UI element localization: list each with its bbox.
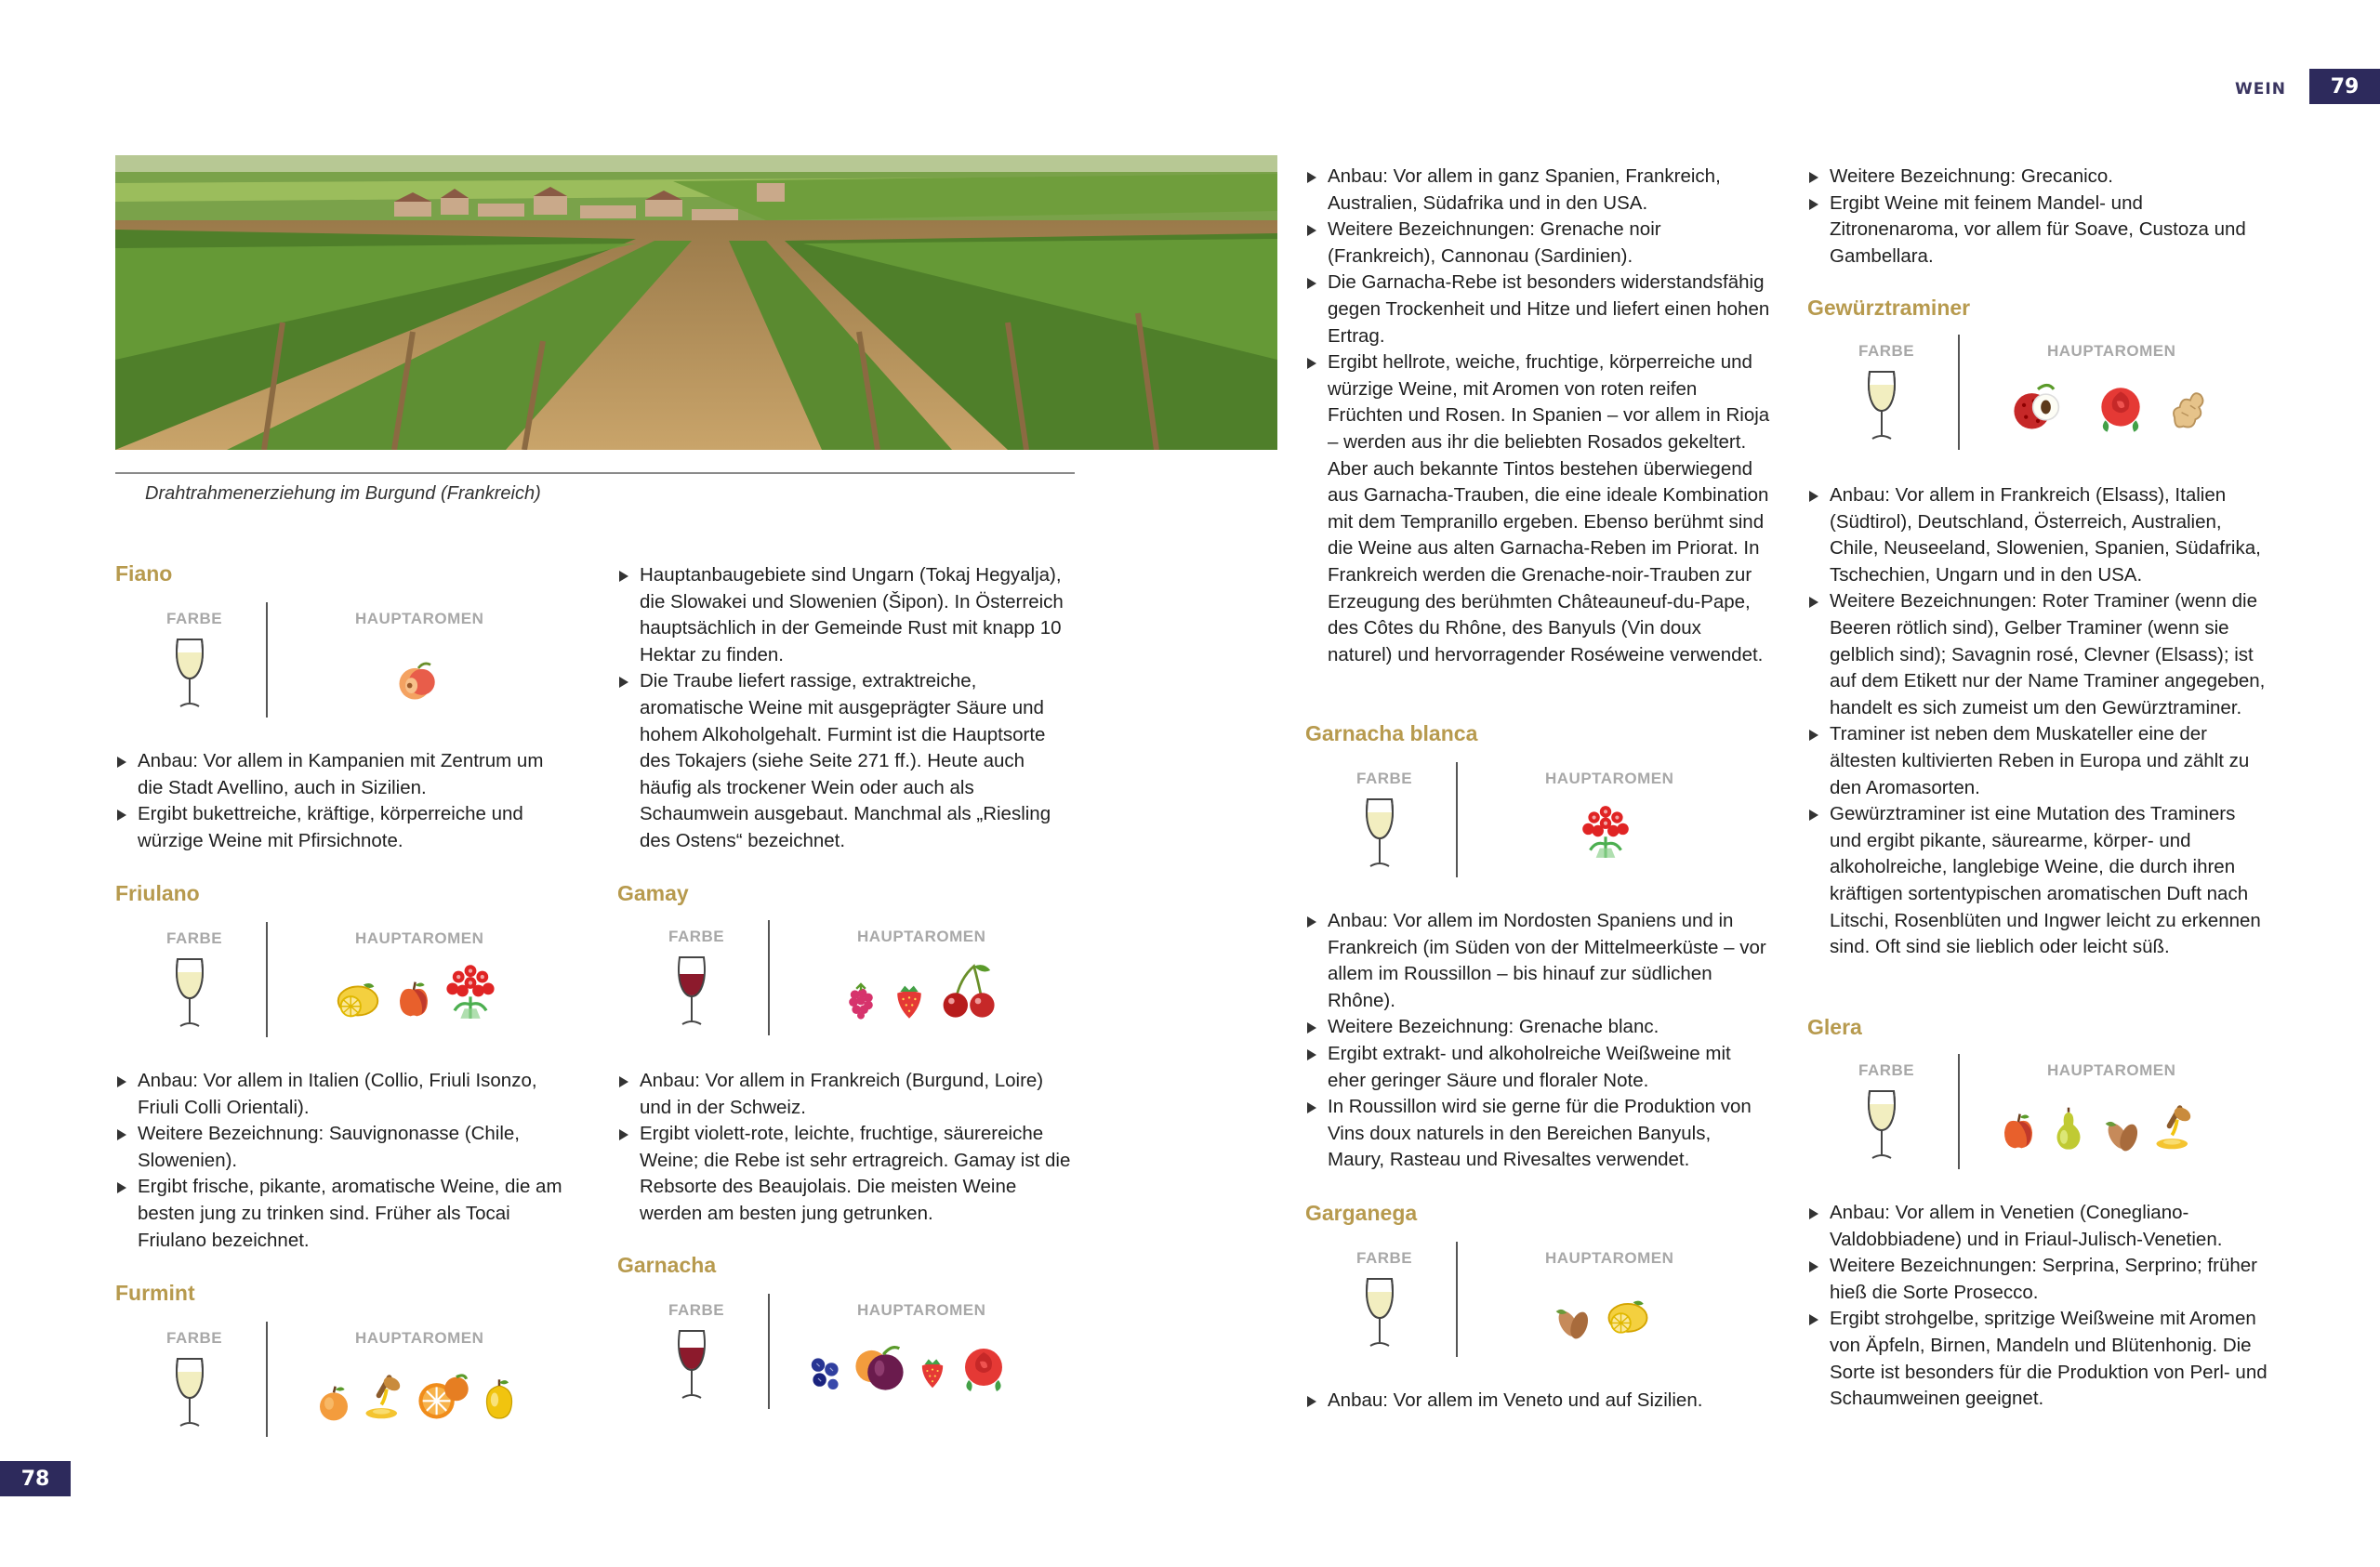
farbe-label: FARBE (166, 929, 223, 947)
bullet: Die Garnacha-Rebe ist besonders widerstandsfähig gegen Trockenheit und Hitze und liefert einen hohen Ertrag. (1305, 270, 1770, 349)
lemon-icon (331, 972, 385, 1026)
rose-icon (956, 1340, 1012, 1398)
aroma-box-garganega (1305, 1242, 1752, 1359)
aroma-box-garnacha-blanca (1305, 762, 1752, 879)
aroma-box-furmint (115, 1322, 562, 1439)
bullet: Anbau: Vor allem in Italien (Collio, Friuli Isonzo, Friuli Colli Orientali). (115, 1068, 571, 1121)
bullets-glera (1807, 1200, 2272, 1413)
hauptaromen-label: HAUPTAROMEN (1545, 770, 1674, 787)
grape-title-garganega: Garganega (1305, 1201, 1418, 1225)
bullets-fiano (115, 748, 571, 854)
white-wine-glass-icon (171, 636, 208, 710)
cherry-icon (937, 959, 998, 1022)
hauptaromen-label: HAUPTAROMEN (355, 1329, 484, 1347)
farbe-label: FARBE (1356, 1249, 1413, 1267)
bullet: Ergibt hellrote, weiche, fruchtige, körperreiche und würzige Weine, mit Aromen von roten reifen Früchten und Rosen. In Spanien – vor allem in Rioja – werden aus ihr die beliebten Rosados gekeltert. Aber auch bekannte Tintos bestehen überwiegend aus Garnacha-Trauben, die eine ideale Kombination mit dem Tempranillo ergeben. Ebenso berühmt sind die Weine aus alten Garnacha-Reben im Priorat. In Frankreich werden die Grenache-noir-Trauben zur Erzeugung des berühmten Châteauneuf-du-Pape, des Côtes du Rhône, des Banyuls (Vin doux naturel) und hervorragender Roséweine verwendet. (1305, 349, 1770, 668)
apricot-icon (311, 1377, 357, 1429)
grape-title-furmint: Furmint (115, 1281, 195, 1305)
almond-icon (2097, 1110, 2148, 1156)
honey-icon (2149, 1095, 2202, 1158)
separator (768, 1294, 770, 1409)
bullet: Weitere Bezeichnung: Sauvignonasse (Chile, Slowenien). (115, 1121, 571, 1174)
white-wine-glass-icon (1361, 796, 1398, 870)
bullet: Anbau: Vor allem im Nordosten Spaniens und in Frankreich (im Süden von der Mittelmeerküste – vor allem im Roussillon – bis hinauf zur südlichen Rhône). (1305, 908, 1770, 1014)
page-number-right: 79 (2309, 69, 2380, 104)
hauptaromen-label: HAUPTAROMEN (355, 929, 484, 947)
bullet: Ergibt Weine mit feinem Mandel- und Zitronenaroma, vor allem für Soave, Custoza und Gambellara. (1807, 191, 2272, 270)
apple-icon (1995, 1104, 2042, 1158)
aroma-box-garnacha (617, 1294, 1064, 1411)
honey-icon (359, 1363, 411, 1429)
quince-icon (476, 1370, 522, 1429)
bullets-gewurztraminer (1807, 482, 2272, 961)
farbe-label: FARBE (668, 1301, 725, 1319)
bullet: Weitere Bezeichnung: Grenache blanc. (1305, 1014, 1770, 1041)
orange-icon (413, 1366, 472, 1428)
separator (1456, 762, 1458, 877)
separator (266, 602, 268, 718)
bullets-friulano (115, 1068, 571, 1254)
lemon-icon (1599, 1290, 1657, 1342)
apple-icon (390, 972, 437, 1026)
bullet: Ergibt extrakt- und alkoholreiche Weißweine mit eher geringer Säure und floraler Note. (1305, 1041, 1770, 1094)
hauptaromen-label: HAUPTAROMEN (2047, 1061, 2176, 1079)
white-wine-glass-icon (1863, 1087, 1900, 1162)
grape-title-glera: Glera (1807, 1015, 1862, 1039)
grape-title-gewurztraminer: Gewürztraminer (1807, 296, 1971, 320)
bullet: Hauptanbaugebiete sind Ungarn (Tokaj Hegyalja), die Slowakei und Slowenien (Šipon). In Österreich hauptsächlich in der Gemeinde Rust mit knapp 10 Hektar zu finden. (617, 562, 1073, 668)
plum-icon (850, 1337, 909, 1396)
bullet: Weitere Bezeichnungen: Grenache noir (Frankreich), Cannonau (Sardinien). (1305, 217, 1770, 270)
aroma-box-glera (1807, 1054, 2254, 1171)
bullet: Anbau: Vor allem im Veneto und auf Sizilien. (1305, 1388, 1770, 1415)
bullets-garganega-part2 (1807, 164, 2272, 270)
bullet: Anbau: Vor allem in Kampanien mit Zentrum um die Stadt Avellino, auch in Sizilien. (115, 748, 571, 801)
farbe-label: FARBE (166, 1329, 223, 1347)
hauptaromen-label: HAUPTAROMEN (857, 1301, 986, 1319)
aroma-box-gamay (617, 920, 1064, 1037)
bullet: Weitere Bezeichnungen: Serprina, Serprino; früher hieß die Sorte Prosecco. (1807, 1253, 2272, 1306)
bullet: Anbau: Vor allem in Venetien (Conegliano-Valdobbiadene) und in Friaul-Julisch-Venetien. (1807, 1200, 2272, 1253)
bullet: Ergibt frische, pikante, aromatische Weine, die am besten jung zu trinken sind. Früher als Tocai Friulano bezeichnet. (115, 1174, 571, 1254)
photo-caption: Drahtrahmenerziehung im Burgund (Frankreich) (145, 483, 541, 504)
page-number-left: 78 (0, 1461, 71, 1496)
bullet: Traminer ist neben dem Muskateller eine der ältesten kultivierten Reben in Europa und zählt zu den Aromasorten. (1807, 721, 2272, 801)
caption-rule (115, 472, 1075, 474)
white-wine-glass-icon (1863, 368, 1900, 442)
bullet: Anbau: Vor allem in ganz Spanien, Frankreich, Australien, Südafrika und in den USA. (1305, 164, 1770, 217)
bullet: Weitere Bezeichnungen: Roter Traminer (wenn die Beeren rötlich sind), Gelber Traminer (wenn sie gelblich sind); Savagnin rosé, Clevner (Elsass); ist auf dem Etikett nur der Name Traminer angegeben, handelt es sich zumeist um den Gewürztraminer. (1807, 588, 2272, 721)
pear-icon (2045, 1100, 2092, 1158)
bullet: Ergibt bukettreiche, kräftige, körperreiche und würzige Weine mit Pfirsichnote. (115, 801, 571, 854)
bullets-furmint (617, 562, 1073, 855)
separator (266, 1322, 268, 1437)
grape-title-gamay: Gamay (617, 881, 689, 905)
farbe-label: FARBE (166, 610, 223, 627)
hauptaromen-label: HAUPTAROMEN (355, 610, 484, 627)
farbe-label: FARBE (1356, 770, 1413, 787)
bullet: Die Traube liefert rassige, extraktreiche, aromatische Weine mit ausgeprägter Säure und hohem Alkoholgehalt. Furmint ist die Hauptsorte des Tokajers (siehe Seite 271 ff.). Heute auch häufig als trockener Wein oder auch als Schaumwein ausgebaut. Manchmal als „Riesling des Ostens“ bezeichnet. (617, 668, 1073, 854)
ginger-icon (2162, 379, 2215, 439)
bullet: In Roussillon wird sie gerne für die Produktion von Vins doux naturels in den Bereichen Banyuls, Maury, Rasteau und Rivesaltes verwendet. (1305, 1094, 1770, 1174)
separator (266, 922, 268, 1037)
lychee-icon (2008, 375, 2068, 439)
aroma-box-fiano (115, 602, 562, 719)
separator (768, 920, 770, 1035)
section-header: WEIN (2235, 80, 2286, 99)
red-wine-glass-icon (673, 1327, 710, 1402)
red-wine-glass-icon (673, 954, 710, 1028)
bullets-garnacha (1305, 164, 1770, 668)
white-wine-glass-icon (1361, 1275, 1398, 1350)
separator (1958, 1054, 1960, 1169)
grape-title-garnacha-blanca: Garnacha blanca (1305, 721, 1478, 745)
flower-icon (1577, 796, 1634, 866)
aroma-box-friulano (115, 922, 562, 1039)
bullets-garnacha-blanca (1305, 908, 1770, 1174)
white-wine-glass-icon (171, 1355, 208, 1429)
blueberry-icon (803, 1346, 848, 1396)
bullet: Weitere Bezeichnung: Grecanico. (1807, 164, 2272, 191)
almond-icon (1547, 1297, 1599, 1344)
rose-icon (2092, 379, 2149, 439)
grape-title-fiano: Fiano (115, 561, 173, 586)
hauptaromen-label: HAUPTAROMEN (1545, 1249, 1674, 1267)
farbe-label: FARBE (1858, 1061, 1915, 1079)
aroma-box-gewurztraminer (1807, 335, 2254, 452)
separator (1456, 1242, 1458, 1357)
bullet: Ergibt strohgelbe, spritzige Weißweine mit Aromen von Äpfeln, Birnen, Mandeln und Blütenhonig. Die Sorte ist besonders für die Produktion von Perl- und Schaumweinen geeignet. (1807, 1306, 2272, 1412)
bullet: Gewürztraminer ist eine Mutation des Traminers und ergibt pikante, säurearme, körper- und alkoholreiche, langlebige Weine, die durch ihren kräftigen sortentypischen aromatischen Duft nach Litschi, Rosenblüten und Ingwer leicht zu erkennen sind. Oft sind sie lieblich oder leicht süß. (1807, 801, 2272, 961)
white-wine-glass-icon (171, 955, 208, 1030)
hauptaromen-label: HAUPTAROMEN (2047, 342, 2176, 360)
bullet: Anbau: Vor allem in Frankreich (Burgund, Loire) und in der Schweiz. (617, 1068, 1073, 1121)
grape-title-friulano: Friulano (115, 881, 200, 905)
farbe-label: FARBE (668, 928, 725, 945)
flower-icon (441, 955, 500, 1026)
bullets-gamay (617, 1068, 1073, 1228)
grape-title-garnacha: Garnacha (617, 1253, 717, 1277)
peach-icon (392, 654, 444, 706)
farbe-label: FARBE (1858, 342, 1915, 360)
strawberry-icon (887, 974, 932, 1024)
bullet: Anbau: Vor allem in Frankreich (Elsass), Italien (Südtirol), Deutschland, Österreich, Australien, Chile, Neuseeland, Slowenien, Spanien, Südafrika, Tschechien, Ungarn und in den USA. (1807, 482, 2272, 588)
strawberry-icon (913, 1348, 952, 1394)
bullet: Ergibt violett-rote, leichte, fruchtige, säurereiche Weine; die Rebe ist sehr ertragreich. Gamay ist die Rebsorte des Beaujolais. Die meisten Weine werden am besten jung getrunken. (617, 1121, 1073, 1227)
vineyard-photo (115, 155, 1277, 450)
separator (1958, 335, 1960, 450)
raspberry-icon (839, 974, 883, 1024)
bullets-garganega-part1 (1305, 1388, 1770, 1415)
hauptaromen-label: HAUPTAROMEN (857, 928, 986, 945)
